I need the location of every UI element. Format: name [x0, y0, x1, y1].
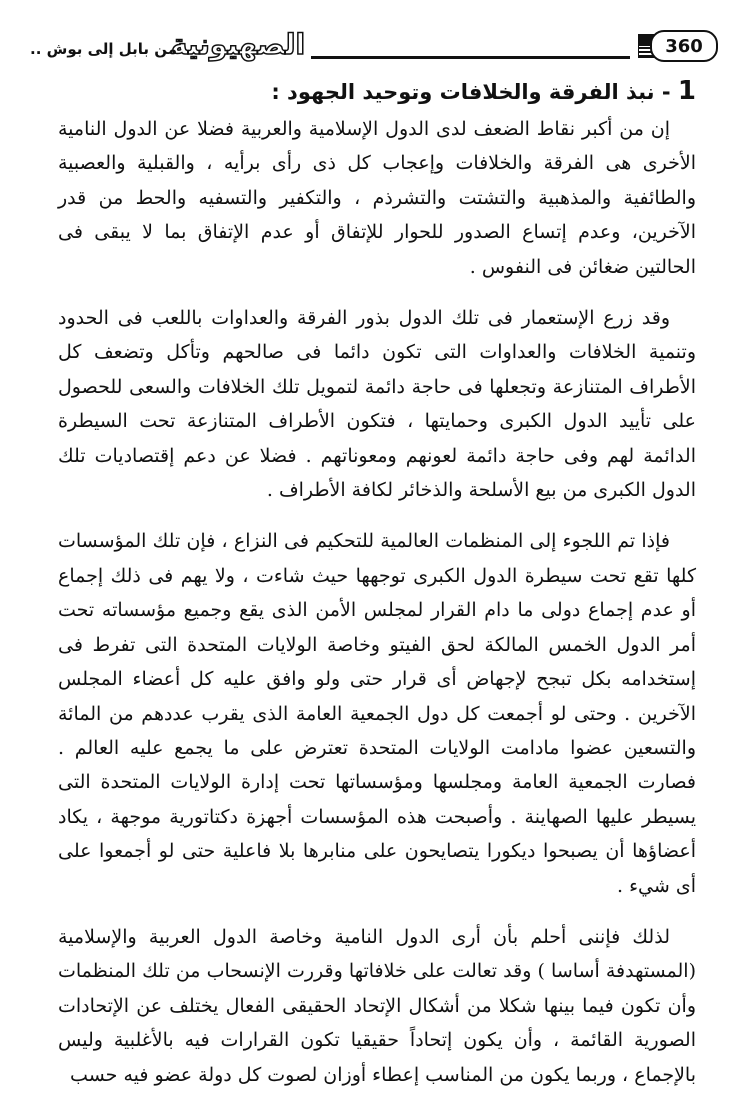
- book-title: الصهيونية: [165, 28, 311, 61]
- body-text: [58, 112, 696, 1109]
- section-dash: -: [661, 80, 671, 104]
- section-heading: [36, 76, 696, 106]
- section-title: نبذ الفرقة والخلافات وتوحيد الجهود :: [271, 80, 655, 104]
- page-header: [20, 26, 720, 70]
- page-number: 360: [650, 30, 718, 62]
- section-number: 1: [677, 76, 696, 106]
- book-subtitle: من بابل إلى بوش ..: [30, 40, 178, 58]
- paragraph: فإذا تم اللجوء إلى المنظمات العالمية للتحكيم فى النزاع ، فإن تلك المؤسسات كلها تقع تحت سيطرة الدول الكبرى توجهها حيث شاءت ، ولا يهم فى ذلك إجماع أو عدم إجماع دولى ما دام القرار لمجلس الأمن الذى يقع وجميع مؤسساته تحت أمر الدول الخمس المالكة لحق الفيتو وخاصة الولايات المتحدة التى تفرط فى إستخدامه بكل تبجح لإجهاض أى قرار حتى ولو وافق عليه كل أعضاء المجلس الآخرين . وحتى لو أجمعت كل دول الجمعية العامة الذى يقرب عددهم من المائة والتسعين عضوا مادامت الولايات المتحدة تعترض على ما يجمع عليه العالم . فصارت الجمعية العامة ومجلسها ومؤسساتها تحت إدارة الولايات المتحدة التى يسيطر عليها الصهاينة . وأصبحت هذه المؤسسات أجهزة دكتاتورية موجهة ، يكاد أعضاؤها أن يصبحوا ديكورا يتصايحون على منابرها بلا فاعلية حتى لو أجمعوا على أى شيء .: [58, 530, 696, 897]
- paragraph: وقد زرع الإستعمار فى تلك الدول بذور الفرقة والعداوات باللعب فى الحدود وتنمية الخلافات والعداوات التى تكون دائما فى صالحهم وتأكل وتضعف كل الأطراف المتنازعة وتجعلها فى حاجة دائمة لتمويل تلك الخلافات والسعى للحصول على تأييد الدول الكبرى وحمايتها ، فتكون الأطراف المتنازعة تحت السيطرة الدائمة لهم وفى حاجة دائمة لعونهم ومعوناتهم . فضلا عن دعم إقتصاديات تلك الدول الكبرى من بيع الأسلحة والذخائر لكافة الأطراف .: [58, 307, 696, 502]
- header-rule: [290, 56, 630, 59]
- paragraph: لذلك فإننى أحلم بأن أرى الدول النامية وخاصة الدول العربية والإسلامية (المستهدفة أساسا ) وقد تعالت على خلافاتها وقررت الإنسحاب من تلك المنظمات وأن تكون فيما بينها شكلا من أشكال الإتحاد الحقيقى الفعال يختلف عن الإتحادات الصورية القائمة ، وأن يكون إتحاداً حقيقيا تكون القرارات فيه بالأغلبية وليس بالإجماع ، وربما يكون من المناسب إعطاء أوزان لصوت كل دولة عضو فيه حسب: [58, 925, 696, 1086]
- paragraph: إن من أكبر نقاط الضعف لدى الدول الإسلامية والعربية فضلا عن الدول النامية الأخرى هى الفرقة والخلافات وإعجاب كل ذى رأى برأيه ، والقبلية والعصبية والطائفية والمذهبية والتشتت والتشرذم ، والتكفير والتسفيه والحط من قدر الآخرين، وعدم إتساع الصدور للحوار للإتفاق أو عدم الإتفاق بما لا يبقى فى الحالتين ضغائن فى النفوس .: [58, 118, 696, 278]
